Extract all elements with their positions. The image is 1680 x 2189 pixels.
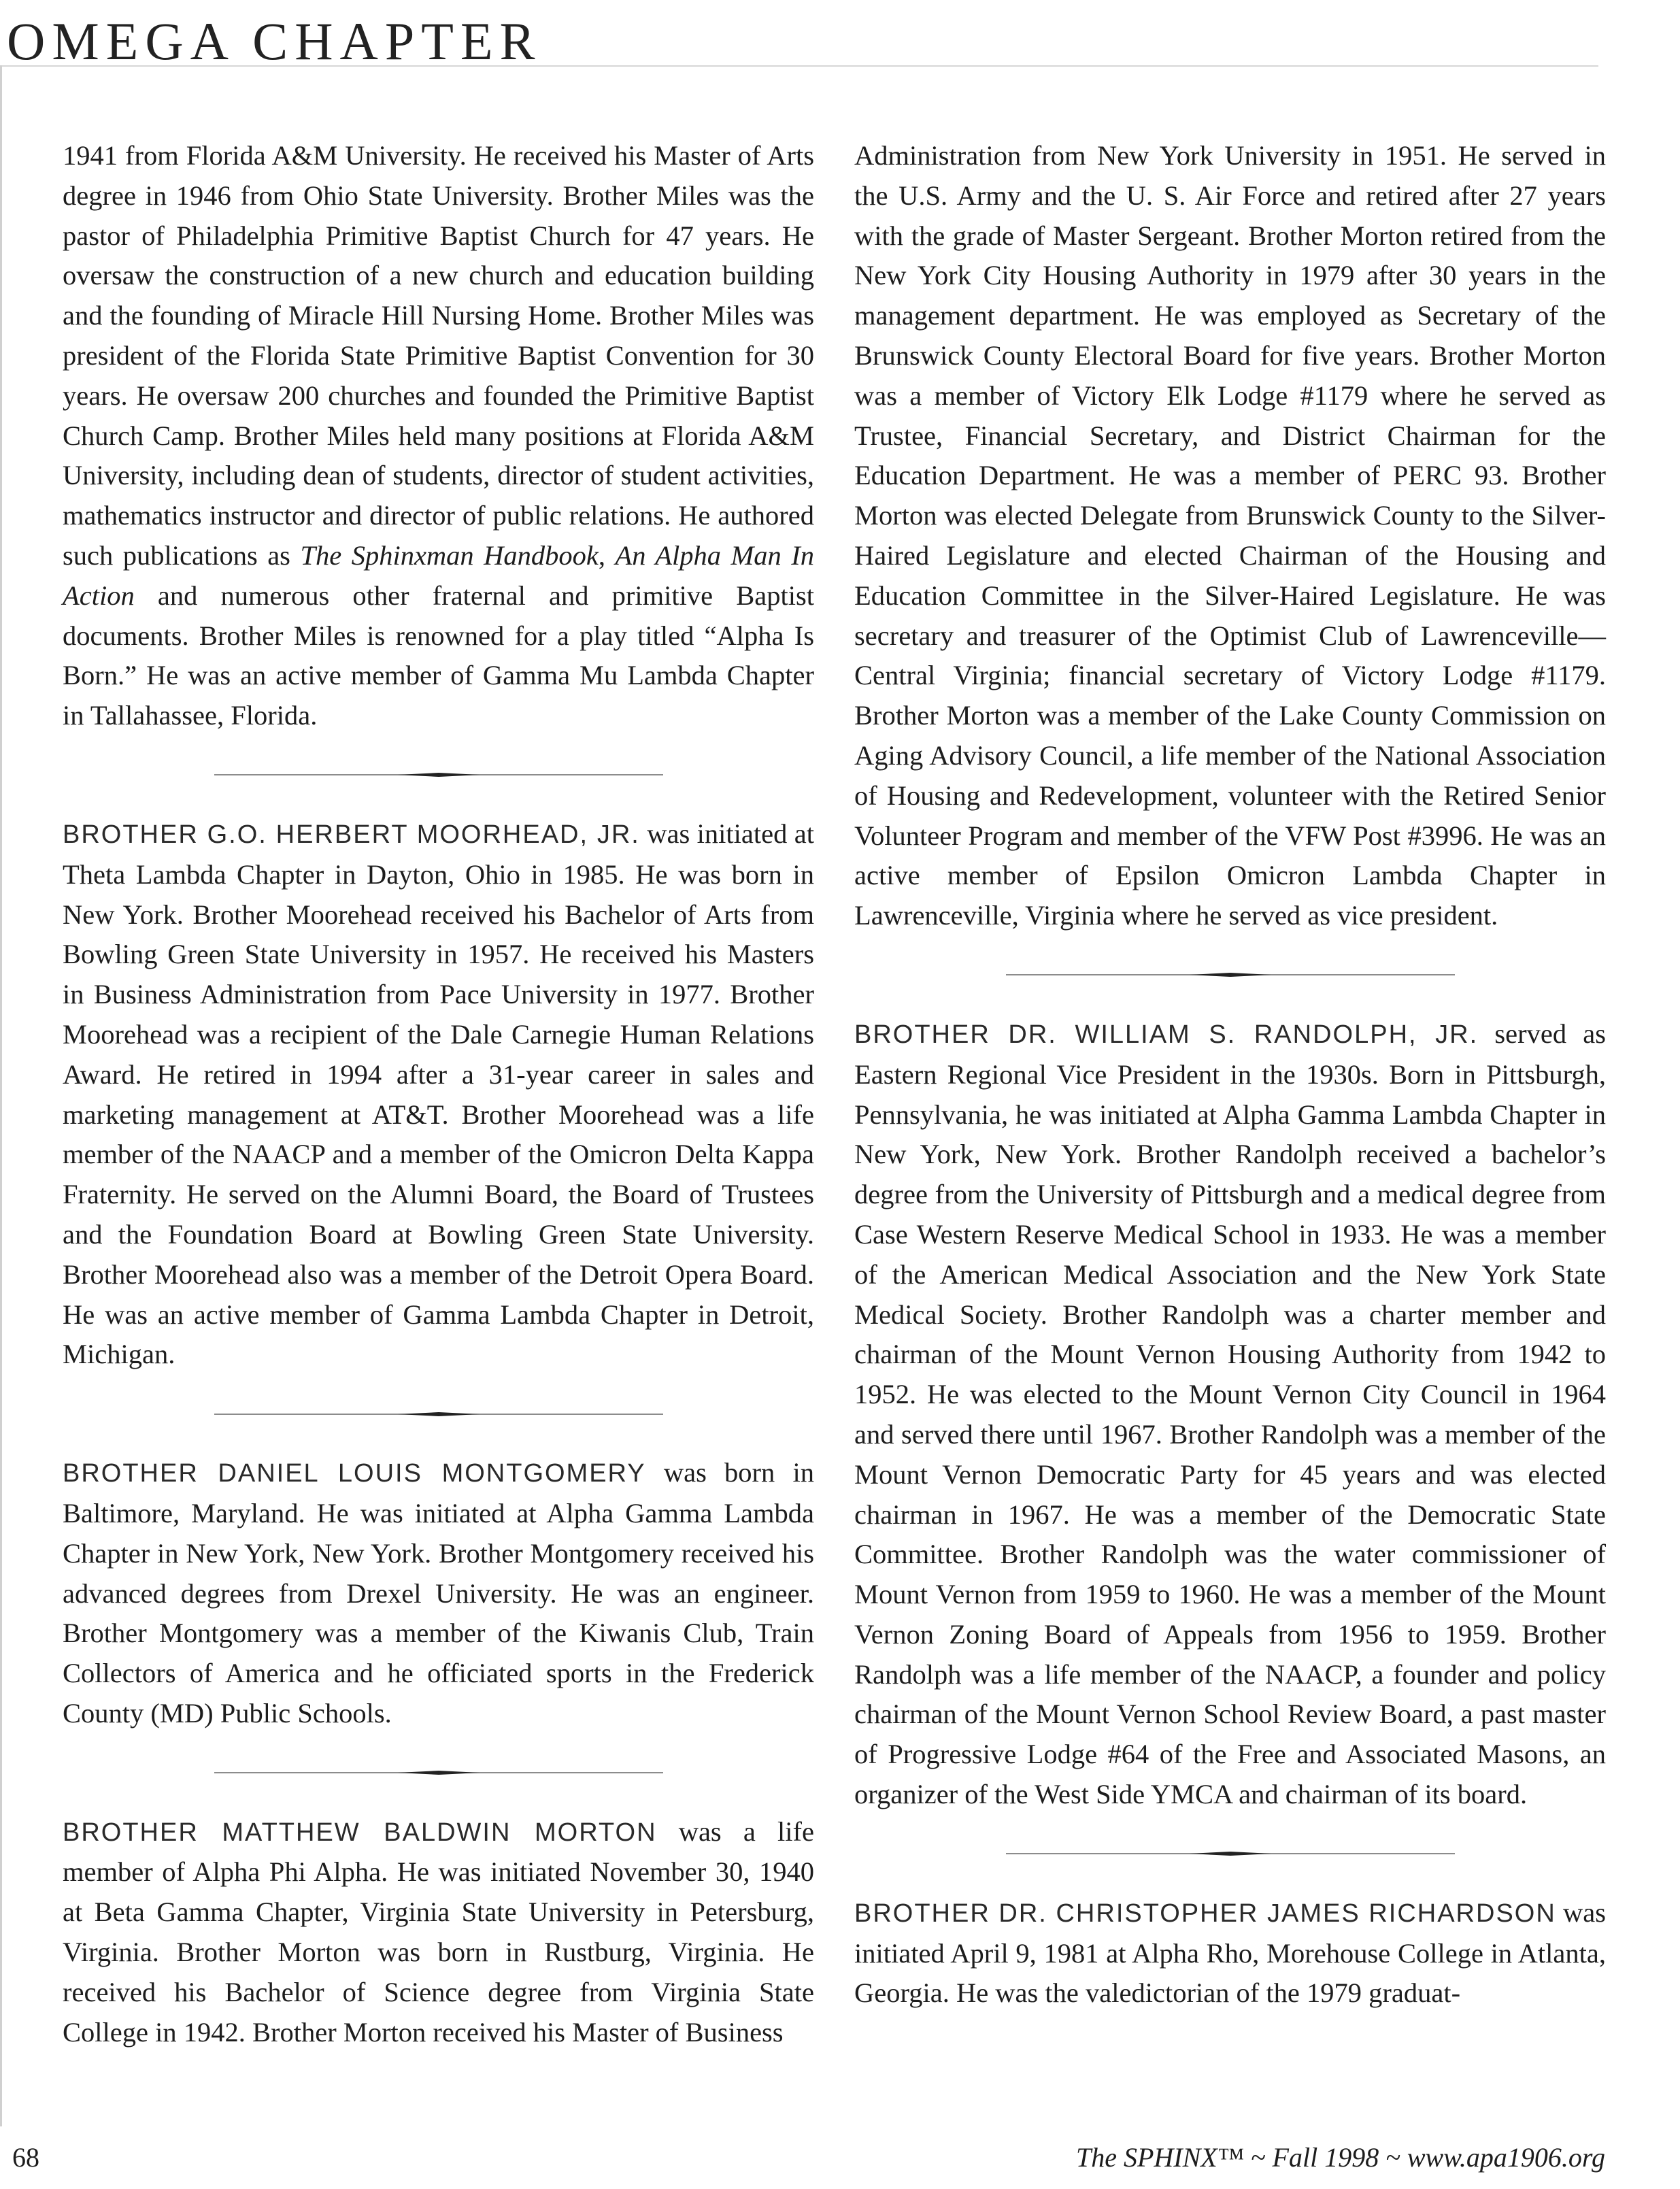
morton-continued-paragraph: Administration from New York University in 1951. He served in the U.S. Army and the U. S. Air Force and retired after 27 years with the grade of Master Sergeant. Brother Morton retired from the New York City Housing Authority in 1979 after 30 years in the management department. He was employed as Secretary of the Brunswick County Electoral Board for five years. Brother Morton was a member of Victory Elk Lodge #1179 where he served as Trustee, Financial Secretary, and District Chairman for the Education Department. He was a member of PERC 93. Brother Morton was elected Delegate from Brunswick County to the Silver-Haired Legislature and elected Chairman of the Housing and Education Committee in the Silver-Haired Legislature. He was secretary and treasurer of the Optimist Club of Lawrenceville—Central Virginia; financial secretary of Victory Lodge #1179. Brother Morton was a member of the Lake County Commission on Aging Advisory Council, a life member of the National Association of Housing and Redevelopment, volunteer with the Retired Senior Volunteer Program and member of the VFW Post #3996. He was an active member of Epsilon Omicron Lambda Chapter in Lawrenceville, Virginia where he served as vice president. [854, 140, 1606, 931]
randolph-name: BROTHER DR. WILLIAM S. RANDOLPH, JR. [854, 1020, 1479, 1049]
section-divider [63, 1375, 814, 1453]
left-edge-rule [0, 65, 2, 2126]
montgomery-name: BROTHER DANIEL LOUIS MONTGOMERY [63, 1459, 646, 1488]
section-divider [854, 936, 1606, 1014]
randolph-text: served as Eastern Regional Vice President in the 1930s. Born in Pittsburgh, Pennsylvania, he was initiated at Alpha Gamma Lambda Chapter in New York, New York. Brother Randolph received a bachelor’s degree from the University of Pittsburgh and a medical degree from Case Western Reserve Medical School in 1933. He was a member of the American Medical Association and the New York State Medical Society. Brother Randolph was a charter member and chairman of the Mount Vernon Housing Authority from 1942 to 1952. He was elected to the Mount Vernon City Council in 1964 and served there until 1967. Brother Randolph was a member of the Mount Vernon Democratic Party for 45 years and was elected chairman in 1967. He was a member of the Democratic State Committee. Brother Randolph was the water commissioner of Mount Vernon from 1959 to 1960. He was a member of the Mount Vernon Zoning Board of Appeals from 1956 to 1959. Brother Randolph was a life member of the NAACP, a founder and policy chairman of the Mount Vernon School Review Board, a past master of Progressive Lodge #64 of the Free and Associated Masons, an organizer of the West Side YMCA and chairman of its board. [854, 1018, 1606, 1810]
left-column [63, 136, 814, 2052]
publication-title: An Alpha Man In Action [63, 539, 814, 611]
richardson-paragraph [854, 1893, 1606, 2013]
randolph-paragraph [854, 1014, 1606, 1815]
section-divider [63, 736, 814, 814]
richardson-name: BROTHER DR. CHRISTOPHER JAMES RICHARDSON [854, 1899, 1556, 1928]
header-rule [0, 65, 1598, 67]
right-column [854, 136, 1606, 2013]
publication-footer: The SPHINX™ ~ Fall 1998 ~ www.apa1906.org [1075, 2142, 1605, 2173]
richardson-text: was initiated April 9, 1981 at Alpha Rho, Morehouse College in Atlanta, Georgia. He was the valedictorian of the 1979 graduat- [854, 1896, 1606, 2009]
morton-name: BROTHER MATTHEW BALDWIN MORTON [63, 1818, 657, 1847]
morton-paragraph [63, 1812, 814, 2053]
moorhead-text: was initiated at Theta Lambda Chapter in Dayton, Ohio in 1985. He was born in New York. Brother Moorehead received his Bachelor of Arts from Bowling Green State University in 1957. He received his Masters in Business Administration from Pace University in 1977. Brother Moorehead was a recipient of the Dale Carnegie Human Relations Award. He retired in 1994 after a 31-year career in sales and marketing management at AT&T. Brother Moorehead was a life member of the NAACP and a member of the Omicron Delta Kappa Fraternity. He served on the Alumni Board, the Board of Trustees and the Foundation Board at Bowling Green State University. Brother Moorehead also was a member of the Detroit Opera Board. He was an active member of Gamma Lambda Chapter in Detroit, Michigan. [63, 818, 814, 1370]
moorhead-name: BROTHER G.O. HERBERT MOORHEAD, JR. [63, 820, 640, 849]
separator-text: , [598, 539, 616, 571]
section-divider [854, 1815, 1606, 1893]
morton-text: was a life member of Alpha Phi Alpha. He was initiated November 30, 1940 at Beta Gamma Chapter, Virginia State University in Petersburg, Virginia. Brother Morton was born in Rustburg, Virginia. He received his Bachelor of Science degree from Virginia State College in 1942. Brother Morton received his Master of Business [63, 1816, 814, 2048]
page-number: 68 [12, 2142, 39, 2173]
miles-paragraph [63, 136, 814, 736]
miles-text-end: and numerous other fraternal and primitive Baptist documents. Brother Miles is renowned for a play titled “Alpha Is Born.” He was an active member of Gamma Mu Lambda Chapter in Tallahassee, Florida. [63, 580, 814, 731]
miles-text: 1941 from Florida A&M University. He received his Master of Arts degree in 1946 from Ohio State University. Brother Miles was the pastor of Philadelphia Primitive Baptist Church for 47 years. He oversaw the construction of a new church and education building and the founding of Miracle Hill Nursing Home. Brother Miles was president of the Florida State Primitive Baptist Convention for 30 years. He oversaw 200 churches and founded the Primitive Baptist Church Camp. Brother Miles held many positions at Florida A&M University, including dean of students, director of student activities, mathematics instructor and director of public relations. He authored such publications as [63, 140, 814, 571]
moorhead-paragraph [63, 814, 814, 1375]
montgomery-paragraph [63, 1453, 814, 1734]
publication-title: The Sphinxman Handbook [300, 539, 599, 571]
chapter-title: OMEGA CHAPTER [7, 12, 542, 71]
montgomery-text: was born in Baltimore, Maryland. He was initiated at Alpha Gamma Lambda Chapter in New York, New York. Brother Montgomery received his advanced degrees from Drexel University. He was an engineer. Brother Montgomery was a member of the Kiwanis Club, Train Collectors of America and he officiated sports in the Frederick County (MD) Public Schools. [63, 1457, 814, 1728]
section-divider [63, 1734, 814, 1812]
